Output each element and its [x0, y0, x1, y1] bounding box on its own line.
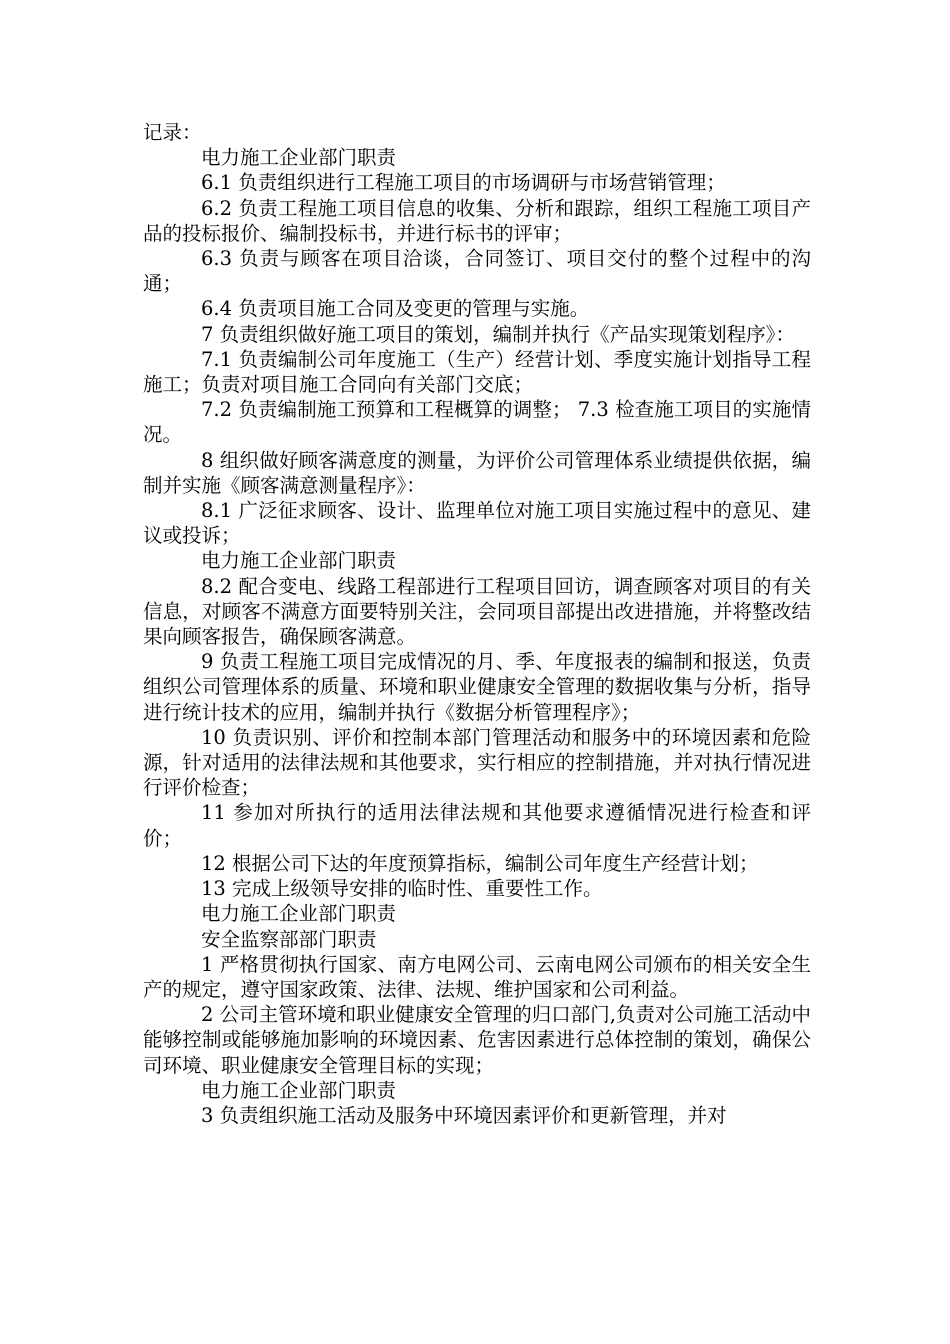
section-heading: 电力施工企业部门职责: [201, 146, 397, 170]
paragraph: 11 参加对所执行的适用法律法规和其他要求遵循情况进行检查和评价；: [143, 801, 811, 850]
section-heading: 电力施工企业部门职责: [201, 1078, 397, 1102]
paragraph: 6.1 负责组织进行工程施工项目的市场调研与市场营销管理；: [201, 171, 726, 195]
paragraph: 6.4 负责项目施工合同及变更的管理与实施。: [201, 297, 590, 321]
section-heading: 电力施工企业部门职责: [201, 902, 397, 926]
paragraph: 7 负责组织做好施工项目的策划，编制并执行《产品实现策划程序》：: [201, 322, 795, 346]
paragraph: 10 负责识别、评价和控制本部门管理活动和服务中的环境因素和危险源，针对适用的法律法规和其他要求，实行相应的控制措施，并对执行情况进行评价检查；: [143, 725, 811, 800]
paragraph: 1 严格贯彻执行国家、南方电网公司、云南电网公司颁布的相关安全生产的规定，遵守国家政策、法律、法规、维护国家和公司利益。: [143, 952, 811, 1001]
section-heading: 安全监察部部门职责: [201, 927, 377, 951]
paragraph: 7.2 负责编制施工预算和工程概算的调整； 7.3 检查施工项目的实施情况。: [143, 398, 811, 447]
paragraph: 12 根据公司下达的年度预算指标，编制公司年度生产经营计划；: [201, 851, 759, 875]
paragraph: 8.1 广泛征求顾客、设计、监理单位对施工项目实施过程中的意见、建议或投诉；: [143, 499, 811, 548]
paragraph: 8 组织做好顾客满意度的测量，为评价公司管理体系业绩提供依据，编制并实施《顾客满意测量程序》：: [143, 448, 811, 497]
paragraph: 2 公司主管环境和职业健康安全管理的归口部门,负责对公司施工活动中能够控制或能够施加影响的环境因素、危害因素进行总体控制的策划，确保公司环境、职业健康安全管理目标的实现；: [143, 1003, 811, 1077]
document-body: [143, 120, 811, 1128]
paragraph: 6.2 负责工程施工项目信息的收集、分析和跟踪，组织工程施工项目产品的投标报价、编制投标书，并进行标书的评审；: [143, 196, 811, 245]
paragraph: 6.3 负责与顾客在项目洽谈，合同签订、项目交付的整个过程中的沟通；: [143, 247, 811, 296]
paragraph-record-label: 记录：: [143, 121, 202, 144]
section-heading: 电力施工企业部门职责: [201, 549, 397, 573]
paragraph: 3 负责组织施工活动及服务中环境因素评价和更新管理，并对: [201, 1103, 727, 1127]
paragraph: 13 完成上级领导安排的临时性、重要性工作。: [201, 877, 603, 901]
paragraph: 9 负责工程施工项目完成情况的月、季、年度报表的编制和报送，负责组织公司管理体系的质量、环境和职业健康安全管理的数据收集与分析，指导进行统计技术的应用，编制并执行《数据分析管理程序》；: [143, 650, 811, 724]
paragraph: 8.2 配合变电、线路工程部进行工程项目回访，调查顾客对项目的有关信息，对顾客不满意方面要特别关注，会同项目部提出改进措施，并将整改结果向顾客报告，确保顾客满意。: [143, 574, 811, 649]
paragraph: 7.1 负责编制公司年度施工（生产）经营计划、季度实施计划指导工程施工；负责对项目施工合同向有关部门交底；: [143, 347, 811, 397]
